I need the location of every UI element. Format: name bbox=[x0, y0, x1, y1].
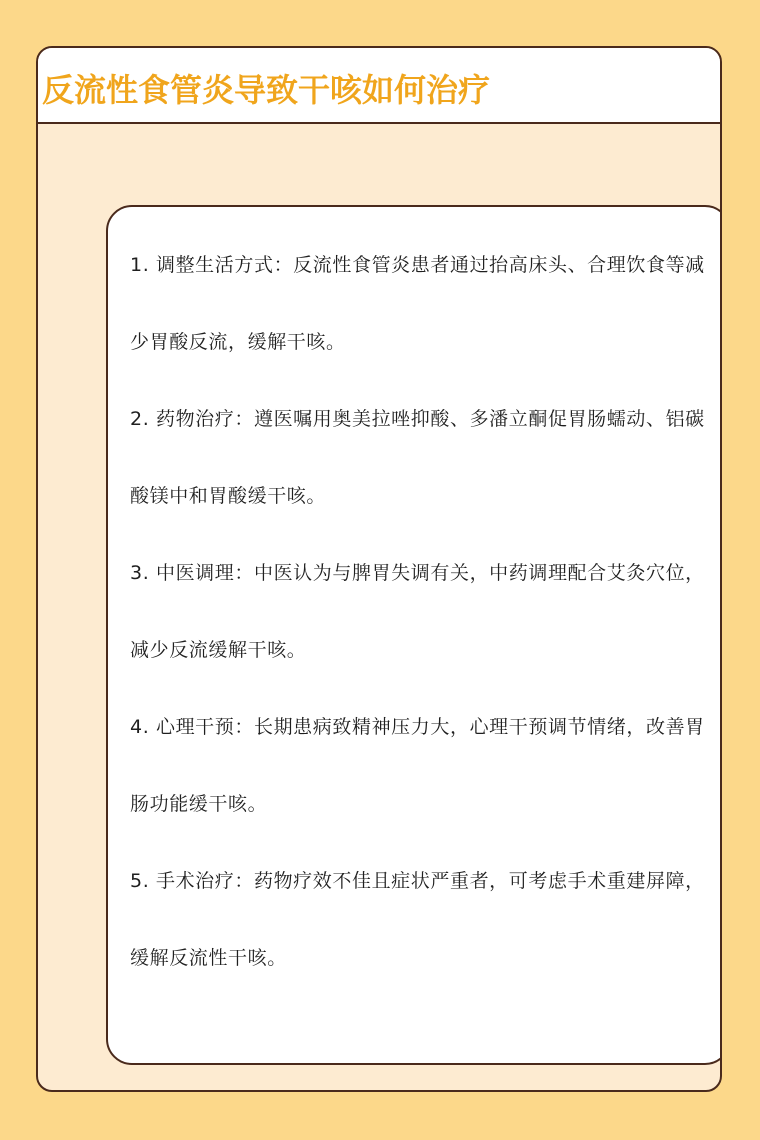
page-title: 反流性食管炎导致干咳如何治疗 bbox=[42, 71, 491, 109]
treatment-item-tcm: 3. 中医调理：中医认为与脾胃失调有关，中药调理配合艾灸穴位，减少反流缓解干咳。 bbox=[130, 562, 705, 661]
treatment-item-surgery: 5. 手术治疗：药物疗效不佳且症状严重者，可考虑手术重建屏障，缓解反流性干咳。 bbox=[130, 870, 705, 969]
treatment-item-psychological: 4. 心理干预：长期患病致精神压力大，心理干预调节情绪，改善胃肠功能缓干咳。 bbox=[130, 716, 705, 815]
title-bar bbox=[38, 48, 720, 124]
treatment-item-medication: 2. 药物治疗：遵医嘱用奥美拉唑抑酸、多潘立酮促胃肠蠕动、铝碳酸镁中和胃酸缓干咳。 bbox=[130, 408, 705, 507]
treatment-list bbox=[130, 227, 708, 997]
treatment-item-lifestyle: 1. 调整生活方式：反流性食管炎患者通过抬高床头、合理饮食等减少胃酸反流，缓解干咳。 bbox=[130, 254, 705, 353]
content-panel bbox=[106, 205, 722, 1065]
article-card bbox=[36, 46, 722, 1092]
